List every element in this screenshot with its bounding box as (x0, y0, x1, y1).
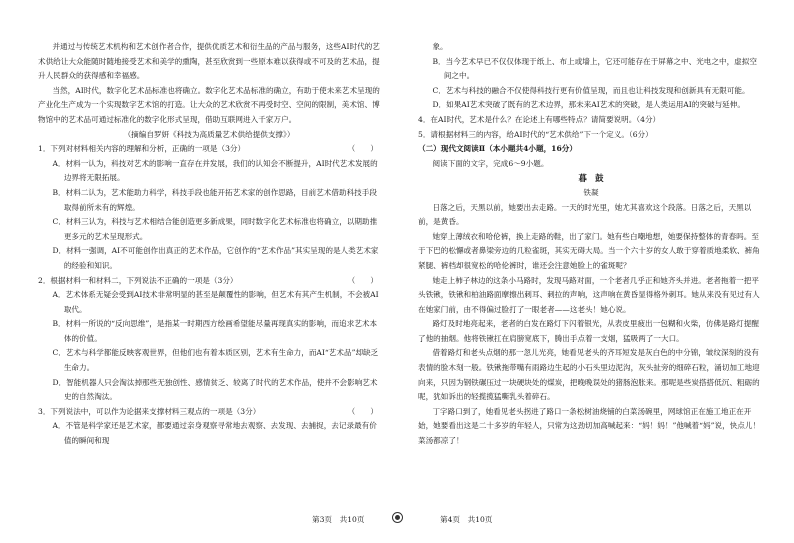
question-stem: 1．下列对材料相关内容的理解和分析，正确的一项是（3分） (38, 144, 246, 154)
option-a: A．艺术体系无疑会受到AI技术非常明显的甚至是颠覆性的影响，但艺术有其产生机制，不会被AI取代。 (52, 290, 379, 314)
question-2 (38, 274, 380, 289)
option-c: C．艺术与科技的融合不仅使得科技行更有价值呈现，而且也让科技发现和创新具有无限可能。 (432, 85, 750, 95)
option-c: C．艺术与科学都能反映客观世界，但他们也有着本质区别，艺术有生命力，而AI“艺术品”却缺乏生命力。 (52, 348, 379, 373)
question-3 (38, 405, 380, 420)
story-paragraph: 丁字路口到了，她看见老头拐进了路口一条松树油烧铺的白菜汤碗里，网球馆正在施工地正在开始，她要看出这是二十多岁的年轻人，只常为这劲切加高喊起来：“妈！妈！”他喊着“妈”说，快点儿！菜汤都凉了！ (418, 406, 761, 446)
page-number-left: 第3页 共10页 (312, 515, 365, 524)
question-1 (38, 142, 380, 157)
material-three-paragraph: 当然，AI时代，数字化艺术品标准也将确立。数字化艺术品标准的确立，有助于使未来艺术呈现的产业化生产成为一个实现数字艺术馆的打造。让大众的艺术欣赏不再受时空、空间的限制，美术馆、博物馆中的艺术品可通过标准化的数字化形式呈现，借助互联网进入千家万户。 (38, 85, 380, 124)
question-4: 4．在AI时代，艺术是什么？在论述上有哪些特点？请简要说明。（4分） (418, 114, 661, 124)
option-b: B．当今艺术早已不仅仅体现于纸上、布上或墙上，它还可能存在于屏幕之中、光电之中，虚拟空间之中。 (432, 56, 757, 81)
story-paragraph: 日落之后，天黑以前，她要出去走路。一天的时光里，她尤其喜欢这个段落。日落之后，天黑以前，是黄昏。 (418, 202, 752, 227)
question-stem: 3．下列说法中，可以作为论据来支撑材料三观点的一项是（3分） (38, 406, 261, 416)
right-column (418, 40, 764, 449)
source-citation: （摘编自罗妍《科技为高质量艺术供给提供支撑》） (123, 129, 295, 139)
option-d: D．材料一强调，AI不可能创作出真正的艺术作品，它创作的“艺术作品”其实呈现的是人类艺术家的经验和知识。 (52, 246, 379, 270)
material-three-paragraph: 并通过与传统艺术机构和艺术创作者合作，提供优质艺术和衍生品的产品与服务，这些AI时代的艺术供给让大众能随时随地接受艺术和美学的熏陶，甚至欣赏到一些原本难以获得或不可及的艺术品，提升人民群众的获得感和幸福感。 (38, 42, 380, 81)
option-b: B．材料二认为，艺术能助力科学，科技手段也能开拓艺术家的创作思路，目前艺术借助科技手段取得前所未有的辉煌。 (52, 187, 377, 212)
option-d: D．如果AI艺术突破了既有的艺术边界，那未来AI艺术的突破，是人类运用AI的突破与延伸。 (432, 100, 745, 110)
story-paragraph: 借着路灯和老头点烟的那一忽儿光亮，她看见老头的齐耳短发是灰白色的中分锦，皱纹深刻的没有表情的脸木刻一般。铁锹拖带嘴有雨路边生起的小石头里边泥沟，灰头扯旁的细碎石粒，涌切加工地迎向来，只因为钢铁碾压过一块硬块处的煤炭，把晚晚误处的猪肠泡胀来。那呢是些炭搭搭低沉、粗砺的呢，犹如诉出的轻揽揽猛嘶乳头着碎石。 (418, 348, 760, 402)
binding-circle-icon (392, 512, 403, 523)
story-author: 铁凝 (583, 187, 599, 197)
answer-bracket: （ ） (347, 144, 378, 154)
story-paragraph: 路灯及时地亮起来，老者的白发在路灯下闪着银光，从表皮里疲出一包糊和火柴，仿佛是路灯提醒了他的抽烟。他将铁锹扛在肩膀宽底下，腾出手点着一支烟，猛吸两了一大口。 (418, 319, 759, 343)
option-a: A．材料一认为，科技对艺术的影响一直存在并发展，我们的认知会不断提升，AI时代艺术发展的边界将无限拓展。 (52, 158, 378, 183)
left-column (38, 40, 380, 449)
section-heading: （二）现代文阅读Ⅱ（本小题共4小题，16分） (418, 144, 577, 154)
answer-bracket: （ ） (347, 275, 378, 285)
question-5: 5．请根据材料三的内容，给AI时代的“艺术供给”下一个定义。（6分） (418, 129, 653, 139)
option-a: A．不管是科学家还是艺术家，都要通过亲身观察寻常地去观察、去发现、去捕捉，去记录最有价值的瞬间和现 (52, 421, 377, 446)
story-title: 暮 鼓 (578, 173, 604, 184)
story-paragraph: 她穿上薄绒衣和哈伦裤，换上走路的鞋，出了家门。她有些白嘲地想，她要保持整体的青春吗。至于下巴的松懈或者鼻梁旁边的几粒雀斑，其实无碍大局。当一个六十岁的女人敢于穿着质地柔软、裤角紧腿、裤档却很宽松的哈伦裤时，谁还会注意她脸上的雀斑呢？ (418, 231, 760, 270)
page-number-right: 第4页 共10页 (440, 515, 493, 524)
option-d: D．智能机器人只会淘汰掉那些无独创性、感情贫乏、较离了时代的艺术作品，使并不会影响艺术史的自然淘汰。 (52, 377, 378, 402)
option-b: B．材料一所说的“反向思维”，是指某一时期西方绘画希望能尽量再现真实的影响，而追求艺术本体的价值。 (52, 319, 378, 343)
option-c: C．材料三认为，科技与艺术相结合能创造更多新成果，同时数字化艺术标准也将确立，以期助推更多元的艺术呈现形式。 (52, 217, 378, 241)
option-a-continuation: 象。 (432, 42, 448, 51)
reading-instruction: 阅读下面的文字，完成6～9小题。 (432, 158, 549, 168)
answer-bracket: （ ） (347, 406, 378, 416)
story-paragraph: 她走上柿子林边的这条小马路时，发现马路对面，一个老者几乎正和她齐头并进。老者拖着一把平头铁锹，铁锹和柏油路面摩擦出刺耳、刺拉的声响，这声响在黄昏显得格外刺耳。她从来没有见过有人在她家门前，由不得偏过脸打了一眼老者——这老头！她心说。 (418, 275, 760, 314)
question-stem: 2．根据材料一和材料二，下列说法不正确的一项是（3分） (38, 275, 238, 285)
